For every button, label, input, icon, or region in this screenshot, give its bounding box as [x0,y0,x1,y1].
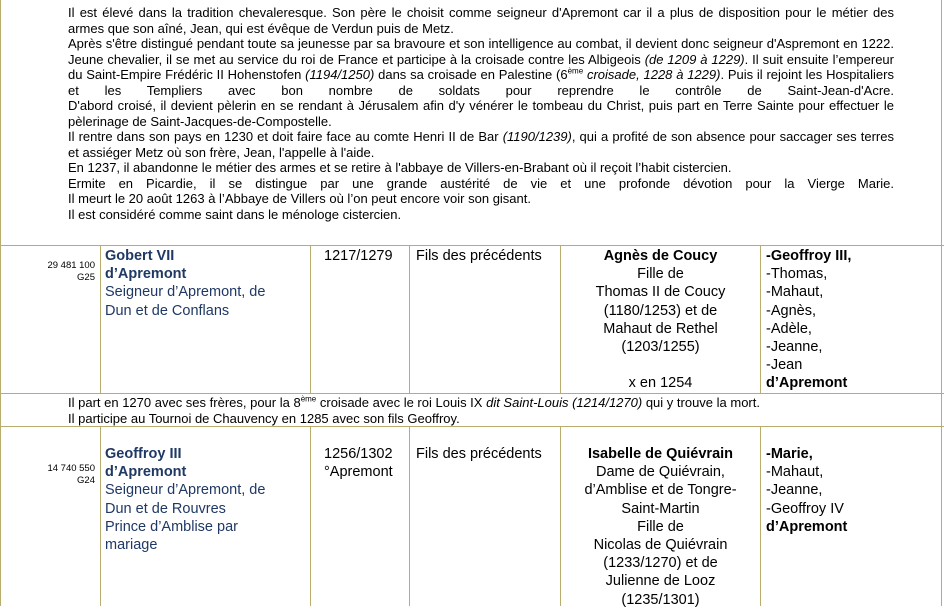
dates: 1256/1302 [324,446,393,462]
bio-paragraph: Il rentre dans son pays en 1230 et doit faire face au comte Henri II de Bar (1190/1239), qui a profité de son absence pour saccager ses terres et assiéger Metz où son frère, Jean, l'appelle à l'aide. [68,129,894,160]
person-cell-gobert-vii [105,247,310,320]
filiation: Fils des précédents [416,446,542,462]
person-title: Dun et de Rouvres [105,500,226,517]
person-title: Seigneur d’Apremont, de [105,284,266,301]
biography-gobert-vii [68,395,894,426]
person-title: Prince d’Amblise par [105,518,238,535]
sosa-number: 14 740 550 G24 [47,463,95,486]
row-divider [0,426,944,427]
biography-gobert-vi [68,5,894,222]
bio-paragraph: Il est considéré comme saint dans le ménologe cistercien. [68,206,402,222]
cell-divider [100,245,101,393]
cell-divider [760,245,761,393]
bio-paragraph: En 1237, il abandonne le métier des armes et se retire à l'abbaye de Villers-en-Brabant où il reçoit l’habit cistercien. [68,160,732,175]
row-divider [0,393,944,394]
person-cell-geoffroy-iii [105,445,310,554]
person-family: d’Apremont [105,266,187,283]
cell-divider [409,245,410,393]
cell-divider [310,245,311,393]
spouse-cell: Isabelle de Quiévrain Dame de Quiévrain, d’Amblise et de Tongre- Saint-Martin Fille de Nicolas de Quiévrain (1233/1270) et de Julienne de Looz (1235/1301) [561,445,760,609]
cell-divider [760,426,761,606]
spouse-name: Agnès de Coucy [603,248,718,264]
person-name: Gobert VII [105,248,175,264]
bio-paragraph: Il est élevé dans la tradition chevaleresque. Son père le choisit comme seigneur d'Apremont car il a plus de disposition pour le métier des armes que son aîné, Jean, qui est évêque de Verdun puis de Metz. [68,5,894,36]
person-title: Seigneur d’Apremont, de [105,482,266,499]
person-family: d’Apremont [105,464,187,481]
bio-paragraph: Il participe au Tournoi de Chauvency en 1285 avec son fils Geoffroy. [68,410,460,426]
bio-paragraph: D'abord croisé, il devient pèlerin en se rendant à Jérusalem afin d'y vénérer le tombeau du Christ, puis part en Terre Sainte pour effectuer le pèlerinage de Saint-Jacques-de-Compostelle. [68,98,894,129]
cell-divider [310,426,311,606]
spouse-cell: Agnès de Coucy Fille de Thomas II de Coucy (1180/1253) et de Mahaut de Rethel (1203/1255) x en 1254 [561,247,760,393]
row-divider [0,245,944,246]
children-cell: -Marie, -Mahaut, -Jeanne, -Geoffroy IV d’Apremont [766,446,848,535]
person-title: mariage [105,537,158,554]
children-cell: -Geoffroy III, -Thomas, -Mahaut, -Agnès, -Adèle, -Jeanne, -Jean d’Apremont [766,248,852,392]
sosa-number: 29 481 100 G25 [47,260,95,283]
person-name: Geoffroy III [105,446,182,462]
dates: 1217/1279 [324,248,393,264]
spouse-name: Isabelle de Quiévrain [587,446,734,462]
marriage-date: x en 1254 [628,375,693,392]
filiation: Fils des précédents [416,248,542,264]
bio-paragraph: Après s'être distingué pendant toute sa jeunesse par sa bravoure et son intelligence au combat, il devient donc seigneur d'Aspremont en 1222. Jeune chevalier, il se met au service du roi de France et participe à la croisade contre les Albigeois (de 1209 à 1229). Il suit ensuite l’empereur du Saint-Empire Frédéric II Hohenstofen (1194/1250) dans sa croisade en Palestine (6ème croisade, 1228 à 1229). Puis il rejoint les Hospitaliers et les Templiers avec bon nombre de soldats pour reprendre le contrôle de Saint-Jean-d'Acre. [68,36,894,98]
birth-place: °Apremont [324,464,393,481]
cell-divider [100,426,101,606]
bio-paragraph: Ermite en Picardie, il se distingue par une grande austérité de vie et une profonde dévotion pour la Vierge Marie. [68,175,894,191]
person-title: Dun et de Conflans [105,302,230,319]
dates-cell [324,445,410,481]
bio-paragraph: Il meurt le 20 août 1263 à l’Abbaye de Villers où l’on peut encore voir son gisant. [68,191,531,206]
bio-paragraph: Il part en 1270 avec ses frères, pour la 8ème croisade avec le roi Louis IX dit Saint-Louis (1214/1270) qui y trouve la mort. [68,394,760,410]
